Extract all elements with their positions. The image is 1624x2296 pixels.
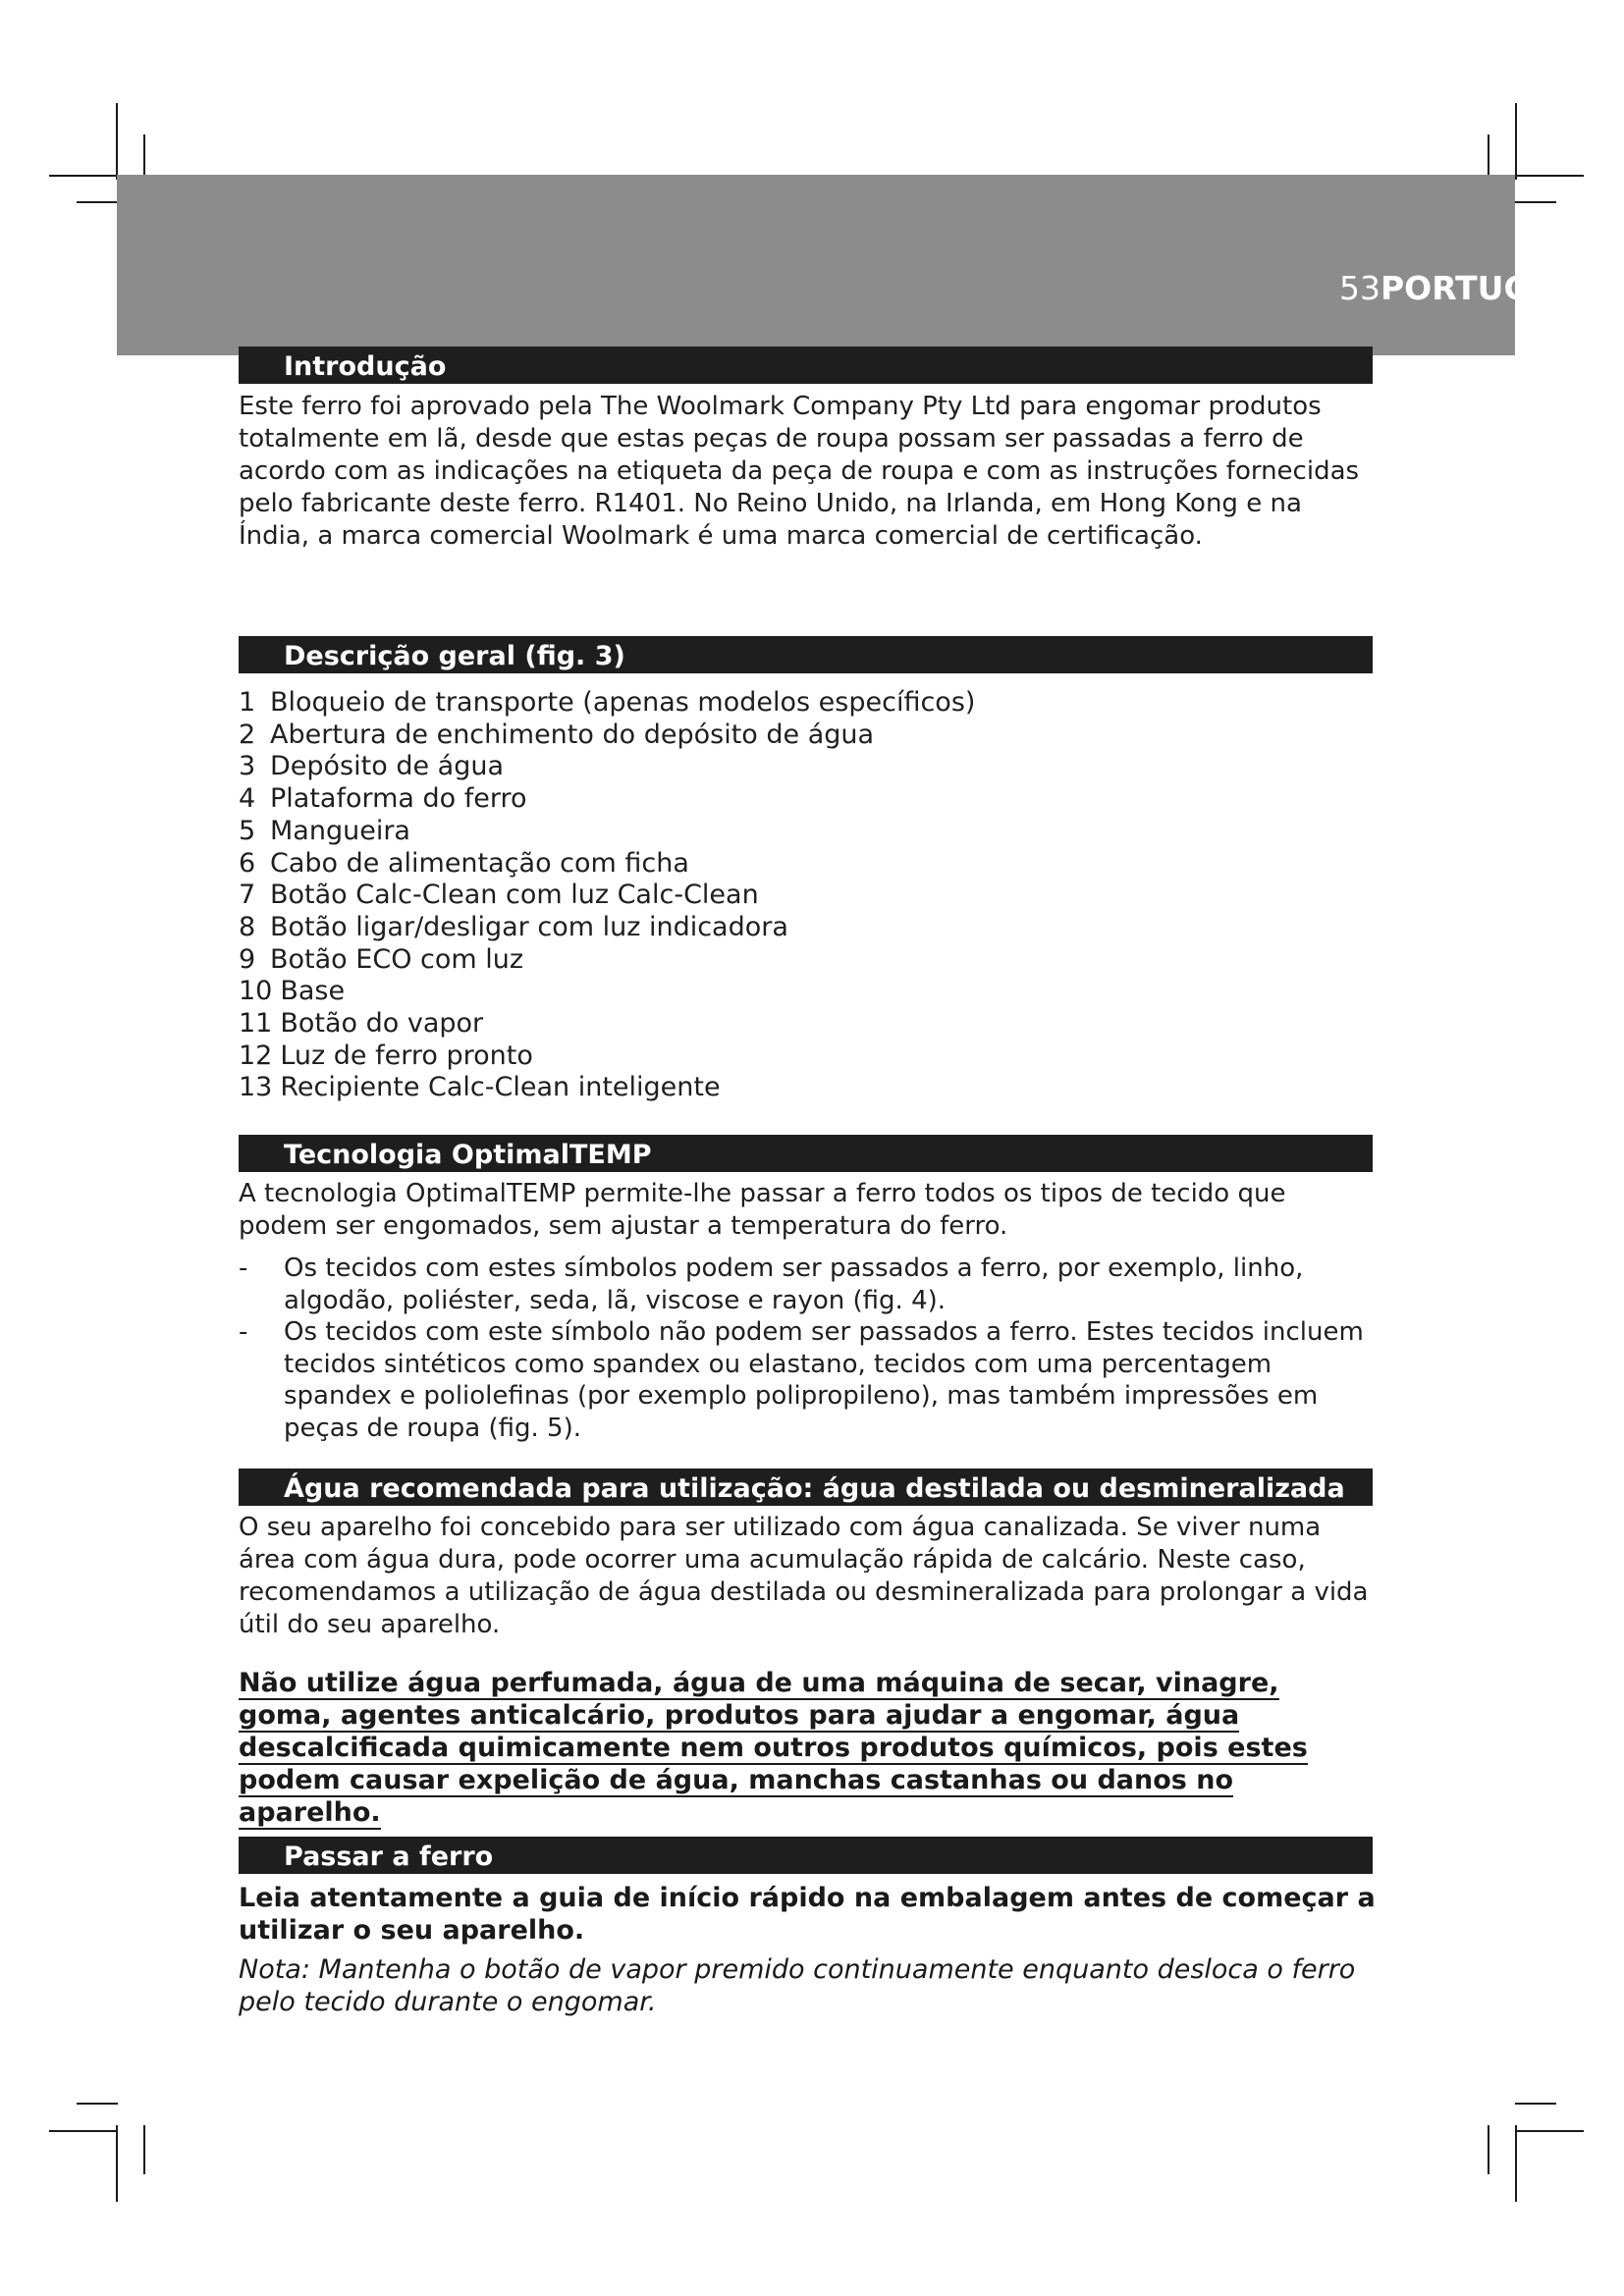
bullet-text: Os tecidos com estes símbolos podem ser passados a ferro, por exemplo, linho, algodão, poliéster, seda, lã, viscose e rayon (fig. 4). (284, 1254, 1304, 1315)
list-item (239, 1041, 1378, 1073)
item-number: 12 (239, 1040, 273, 1071)
section-title-optimaltemp: Tecnologia OptimalTEMP (239, 1135, 1373, 1172)
parts-list (239, 687, 1378, 1104)
crop-mark (49, 175, 118, 177)
list-item (239, 1008, 1378, 1041)
item-number: 4 (239, 783, 256, 815)
crop-mark (116, 2125, 118, 2202)
item-label: Cabo de alimentação com ficha (270, 847, 689, 879)
item-number: 11 (239, 1008, 273, 1040)
section-title-water: Água recomendada para utilização: água destilada ou desmineralizada (239, 1468, 1373, 1506)
item-number: 9 (239, 943, 256, 975)
list-item (239, 1072, 1378, 1104)
list-item (239, 783, 1378, 816)
header-band (117, 175, 1602, 355)
crop-mark (77, 201, 118, 203)
crop-mark (1515, 175, 1584, 177)
crop-mark (116, 103, 118, 180)
item-number: 8 (239, 911, 256, 942)
list-item (239, 976, 1378, 1008)
language-label: PORTUGUÊS (1380, 269, 1602, 307)
item-number: 10 (239, 976, 273, 1007)
section-title-overview: Descrição geral (fig. 3) (239, 636, 1373, 673)
item-label: Botão do vapor (280, 1008, 484, 1040)
list-item (239, 720, 1378, 752)
item-label: Botão ligar/desligar com luz indicadora (270, 911, 788, 942)
list-item (239, 1253, 1378, 1316)
page-number: 53 (1339, 269, 1380, 307)
item-label: Depósito de água (270, 751, 504, 782)
intro-text: Este ferro foi aprovado pela The Woolmark Company Pty Ltd para engomar produtos totalmente em lã, desde que estas peças de roupa possam ser passadas a ferro de acordo com as indicações na etiqueta da peça de roupa e com as instruções fornecidas pelo fabricante deste ferro. R1401. No Reino Unido, na Irlanda, em Hong Kong e na Índia, a marca comercial Woolmark é uma marca comercial de certificação. (239, 392, 1360, 551)
section-title-ironing: Passar a ferro (239, 1837, 1373, 1874)
list-item (239, 848, 1378, 881)
item-label: Abertura de enchimento do depósito de água (270, 719, 875, 750)
item-number: 1 (239, 687, 256, 718)
optimaltemp-text: A tecnologia OptimalTEMP permite-lhe passar a ferro todos os tipos de tecido que podem ser engomados, sem ajustar a temperatura do ferro. (239, 1179, 1286, 1241)
list-item (239, 912, 1378, 944)
crop-mark (77, 2103, 118, 2105)
item-number: 13 (239, 1072, 273, 1103)
item-label: Bloqueio de transporte (apenas modelos específicos) (270, 687, 976, 718)
item-number: 3 (239, 751, 256, 782)
ironing-instruction: Leia atentamente a guia de início rápido na embalagem antes de começar a utilizar o seu aparelho. (239, 1883, 1376, 1946)
list-item (239, 751, 1378, 783)
water-warning (239, 1667, 1378, 1829)
bullet-mark: - (239, 1317, 248, 1347)
crop-mark (143, 2125, 145, 2174)
item-number: 7 (239, 880, 256, 911)
list-item (239, 816, 1378, 848)
bullet-text: Os tecidos com este símbolo não podem ser passados a ferro. Estes tecidos incluem tecidos sintéticos como spandex ou elastano, tecidos com uma percentagem spandex e poliolefinas (por exemplo polipropileno), mas também impressões em peças de roupa (fig. 5). (284, 1317, 1364, 1443)
list-item (239, 880, 1378, 912)
section-title-intro: Introdução (239, 347, 1373, 384)
item-number: 2 (239, 719, 256, 750)
item-label: Recipiente Calc-Clean inteligente (280, 1072, 721, 1103)
item-number: 5 (239, 815, 256, 846)
list-item (239, 944, 1378, 977)
list-item (239, 1316, 1378, 1444)
item-label: Botão Calc-Clean com luz Calc-Clean (270, 880, 759, 911)
crop-mark (1488, 2125, 1489, 2174)
crop-mark (1515, 2125, 1517, 2202)
item-number: 6 (239, 847, 256, 879)
item-label: Mangueira (270, 815, 410, 846)
crop-mark (1515, 2130, 1584, 2132)
crop-mark (1515, 2103, 1556, 2105)
crop-mark (1515, 103, 1517, 180)
item-label: Luz de ferro pronto (280, 1040, 533, 1071)
water-text: O seu aparelho foi concebido para ser utilizado com água canalizada. Se viver numa área com água dura, pode ocorrer uma acumulação rápida de calcário. Neste caso, recomendamos a utilização de água destilada ou desmineralizada para prolongar a vida útil do seu aparelho. (239, 1513, 1369, 1639)
item-label: Botão ECO com luz (270, 943, 524, 975)
item-label: Plataforma do ferro (270, 783, 527, 815)
page-header (1339, 269, 1602, 308)
list-item (239, 687, 1378, 720)
ironing-note: Nota: Mantenha o botão de vapor premido continuamente enquanto desloca o ferro pelo tecido durante o engomar. (239, 1954, 1356, 2017)
optimaltemp-bullets (239, 1253, 1378, 1444)
item-label: Base (280, 976, 346, 1007)
warning-text: Não utilize água perfumada, água de uma máquina de secar, vinagre, goma, agentes anticalcário, produtos para ajudar a engomar, água descalcificada quimicamente nem outros produtos químicos, pois estes podem causar expelição de água, manchas castanhas ou danos no aparelho. (239, 1668, 1308, 1828)
crop-mark (49, 2130, 118, 2132)
crop-mark (1515, 201, 1556, 203)
bullet-mark: - (239, 1254, 248, 1283)
